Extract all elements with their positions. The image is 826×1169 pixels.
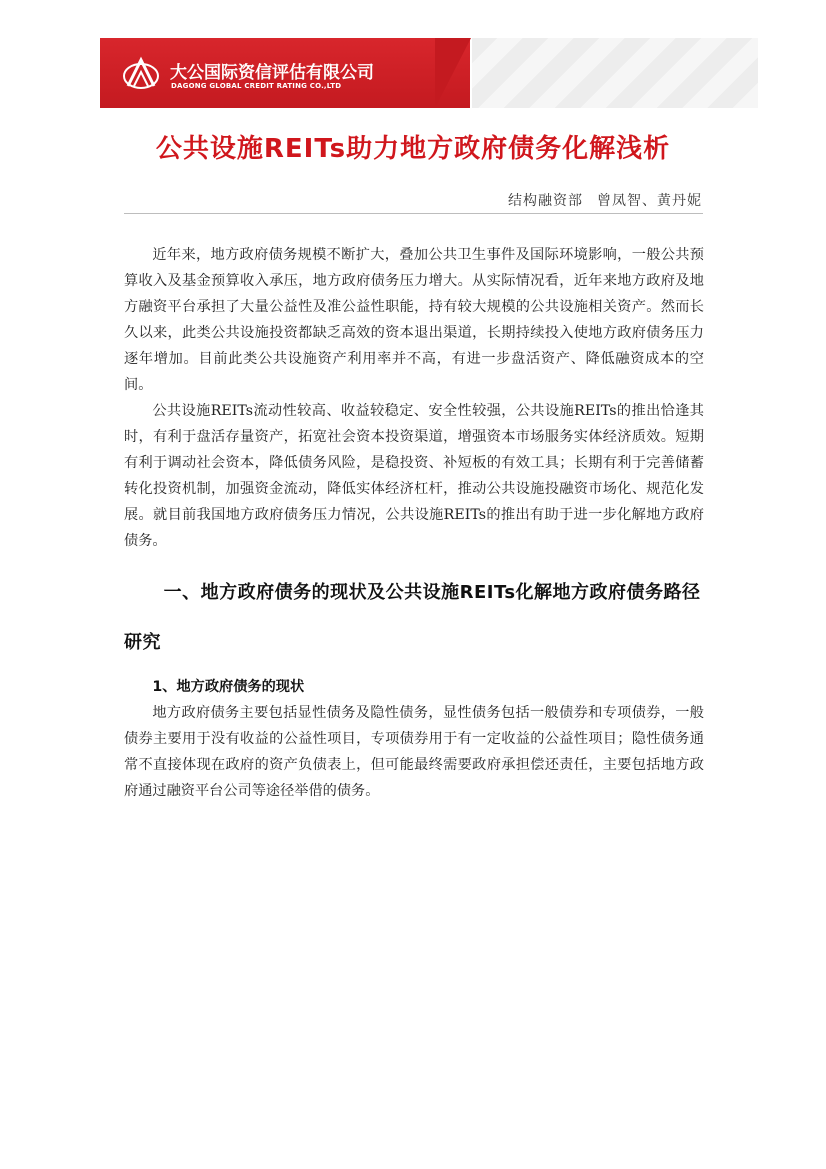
banner-gray-block [472, 38, 758, 108]
dagong-logo-icon [122, 56, 160, 92]
author-department: 结构融资部 [508, 193, 583, 209]
document-title: 公共设施REITs助力地方政府债务化解浅析 [155, 134, 671, 164]
section-heading-1: 一、地方政府债务的现状及公共设施REITs化解地方政府债务路径研究 [124, 582, 701, 653]
intro-paragraph-1: 近年来，地方政府债务规模不断扩大，叠加公共卫生事件及国际环境影响，一般公共预算收入及基金预算收入承压，地方政府债务压力增大。从实际情况看，近年来地方政府及地方融资平台承担了大量公益性及准公益性职能，持有较大规模的公共设施相关资产。然而长久以来，此类公共设施投资都缺乏高效的资本退出渠道，长期持续投入使地方政府债务压力逐年增加。目前此类公共设施资产利用率并不高，有进一步盘活资产、降低融资成本的空间。 [124, 247, 704, 393]
company-name-en: DAGONG GLOBAL CREDIT RATING CO.,LTD [171, 82, 342, 90]
company-name-cn: 大公国际资信评估有限公司 [170, 63, 374, 83]
author-line [508, 190, 702, 210]
header-divider [124, 213, 703, 214]
subsection-heading-1: 1、地方政府债务的现状 [152, 679, 305, 695]
author-names: 曾凤智、黄丹妮 [597, 193, 702, 209]
banner-slash [435, 38, 471, 108]
subsection-paragraph-1: 地方政府债务主要包括显性债务及隐性债务，显性债务包括一般债券和专项债券，一般债券主要用于没有收益的公益性项目，专项债券用于有一定收益的公益性项目；隐性债务通常不直接体现在政府的资产负债表上，但可能最终需要政府承担偿还责任，主要包括地方政府通过融资平台公司等途径举借的债务。 [124, 705, 704, 799]
intro-paragraph-2: 公共设施REITs流动性较高、收益较稳定、安全性较强，公共设施REITs的推出恰逢其时，有利于盘活存量资产，拓宽社会资本投资渠道，增强资本市场服务实体经济质效。短期有利于调动社会资本，降低债务风险，是稳投资、补短板的有效工具；长期有利于完善储蓄转化投资机制，加强资金流动，降低实体经济杠杆，推动公共设施投融资市场化、规范化发展。就目前我国地方政府债务压力情况，公共设施REITs的推出有助于进一步化解地方政府债务。 [124, 403, 704, 549]
document-body [124, 242, 704, 804]
header-banner [100, 38, 758, 108]
